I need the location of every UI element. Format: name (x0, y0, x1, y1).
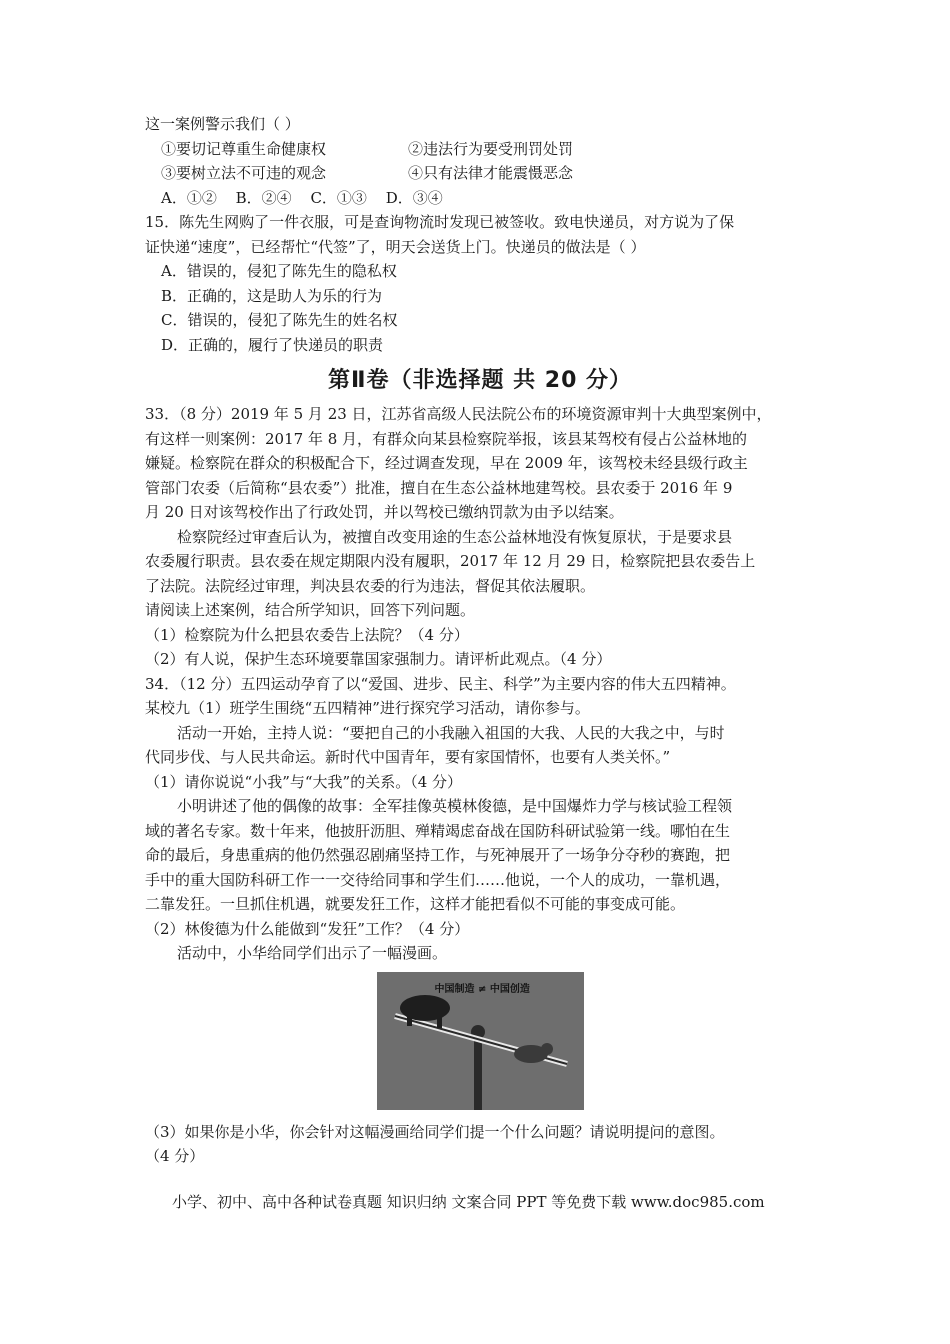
cartoon-image (377, 972, 584, 1110)
q15-choice-c: C．错误的，侵犯了陈先生的姓名权 (161, 311, 398, 329)
cartoon-title: 中国制造 ≠ 中国创造 (434, 983, 530, 995)
q34-text-line: 某校九（1）班学生围绕“五四精神”进行探究学习活动，请你参与。 (145, 699, 590, 717)
q15-choice-a: A．错误的，侵犯了陈先生的隐私权 (161, 262, 397, 280)
q34-sub-question-3: （3）如果你是小华，你会针对这幅漫画给同学们提一个什么问题？请说明提问的意图。 (145, 1122, 725, 1141)
q14-stem: 这一案例警示我们（ ） (145, 115, 300, 133)
section-title: 第Ⅱ卷（非选择题 共 20 分） (327, 368, 633, 393)
q34-text-line: 手中的重大国防科研工作一一交待给同事和学生们……他说，一个人的成功，一靠机遇， (145, 870, 731, 889)
q14-options-row2 (145, 161, 815, 186)
q34-sub-question-2: （2）林俊德为什么能做到“发狂”工作？（4 分） (145, 919, 470, 938)
q33-text-line: 农委履行职责。县农委在规定期限内没有履职，2017 年 12 月 29 日，检察院把县农委告上 (145, 552, 756, 570)
q14-option-4: ④只有法律才能震慑恶念 (408, 164, 574, 182)
q34-text-line: 活动中，小华给同学们出示了一幅漫画。 (177, 944, 448, 962)
q15-choice-b: B．正确的，这是助人为乐的行为 (161, 286, 383, 305)
q33-text-line: 管部门农委（后简称“县农委”）批准，擅自在生态公益林地建驾校。县农委于 2016 年 9 (145, 478, 733, 497)
q34-text-line: 命的最后，身患重病的他仍然强忍剧痛坚持工作，与死神展开了一场争分夺秒的赛跑，把 (145, 846, 731, 864)
q34-text-line: 34．（12 分）五四运动孕育了以“爱国、进步、民主、科学”为主要内容的伟大五四精神。 (145, 674, 736, 693)
q33-text-line: 33．（8 分）2019 年 5 月 23 日，江苏省高级人民法院公布的环境资源审判十大典型案例中， (145, 405, 772, 423)
q14-choice-c: C．①③ (310, 188, 367, 207)
q33-text-line: 嫌疑。检察院在群众的积极配合下，经过调查发现，早在 2009 年，该驾校未经县级行政主 (145, 454, 748, 472)
q33-text-line: 检察院经过审查后认为，被擅自改变用途的生态公益林地没有恢复原状，于是要求县 (177, 527, 733, 546)
q33-text-line: 月 20 日对该驾校作出了行政处罚，并以驾校已缴纳罚款为由予以结案。 (145, 503, 624, 521)
q34-text-line: 域的著名专家。数十年来，他披肝沥胆、殚精竭虑奋战在国防科研试验第一线。哪怕在生 (145, 821, 731, 840)
q14-option-1: ①要切记尊重生命健康权 (161, 139, 327, 158)
q33-text-line: 有这样一则案例：2017 年 8 月，有群众向某县检察院举报，该县某驾校有侵占公益林地的 (145, 429, 748, 448)
q33-prompt: 请阅读上述案例，结合所学知识，回答下列问题。 (145, 601, 476, 619)
q34-sub-question-1: （1）请你说说“小我”与“大我”的关系。（4 分） (145, 772, 463, 791)
q14-choices (145, 186, 815, 211)
q33-sub-question-1: （1）检察院为什么把县农委告上法院？（4 分） (145, 625, 469, 644)
q34-sub-question-3-score: （4 分） (145, 1147, 205, 1165)
q34-text-line: 小明讲述了他的偶像的故事：全军挂像英模林俊德，是中国爆炸力学与核试验工程领 (177, 797, 733, 815)
q34-text-line: 二靠发狂。一旦抓住机遇，就要发狂工作，这样才能把看似不可能的事变成可能。 (145, 895, 686, 913)
q14-choice-b: B．②④ (235, 188, 292, 207)
q33-text-line: 了法院。法院经过审理，判决县农委的行为违法，督促其依法履职。 (145, 576, 596, 595)
footer-download-note: 小学、初中、高中各种试卷真题 知识归纳 文案合同 PPT 等免费下载 www.doc985.com (172, 1193, 765, 1211)
q14-options-row1 (145, 137, 815, 162)
q14-option-3: ③要树立法不可违的观念 (161, 164, 327, 182)
cartoon-container (145, 972, 815, 1110)
seesaw-illustration (377, 972, 584, 1110)
q33-sub-question-2: （2）有人说，保护生态环境要靠国家强制力。请评析此观点。（4 分） (145, 650, 612, 668)
q34-text-line: 代同步伐、与人民共命运。新时代中国青年，要有家国情怀，也要有人类关怀。” (145, 748, 671, 766)
q15-line-2: 证快递“速度”，已经帮忙“代签”了，明天会送货上门。快递员的做法是（ ） (145, 237, 646, 256)
q14-option-2: ②违法行为要受刑罚处罚 (408, 139, 574, 158)
exam-page (145, 112, 815, 1169)
q15-line-1: 15．陈先生网购了一件衣服，可是查询物流时发现已被签收。致电快递员，对方说为了保 (145, 213, 735, 231)
q15-choice-d: D．正确的，履行了快递员的职责 (161, 335, 384, 354)
q14-choice-d: D．③④ (385, 188, 443, 207)
q14-choice-a: A．①② (161, 188, 217, 207)
q34-text-line: 活动一开始，主持人说：“要把自己的小我融入祖国的大我、人民的大我之中，与时 (177, 723, 725, 742)
